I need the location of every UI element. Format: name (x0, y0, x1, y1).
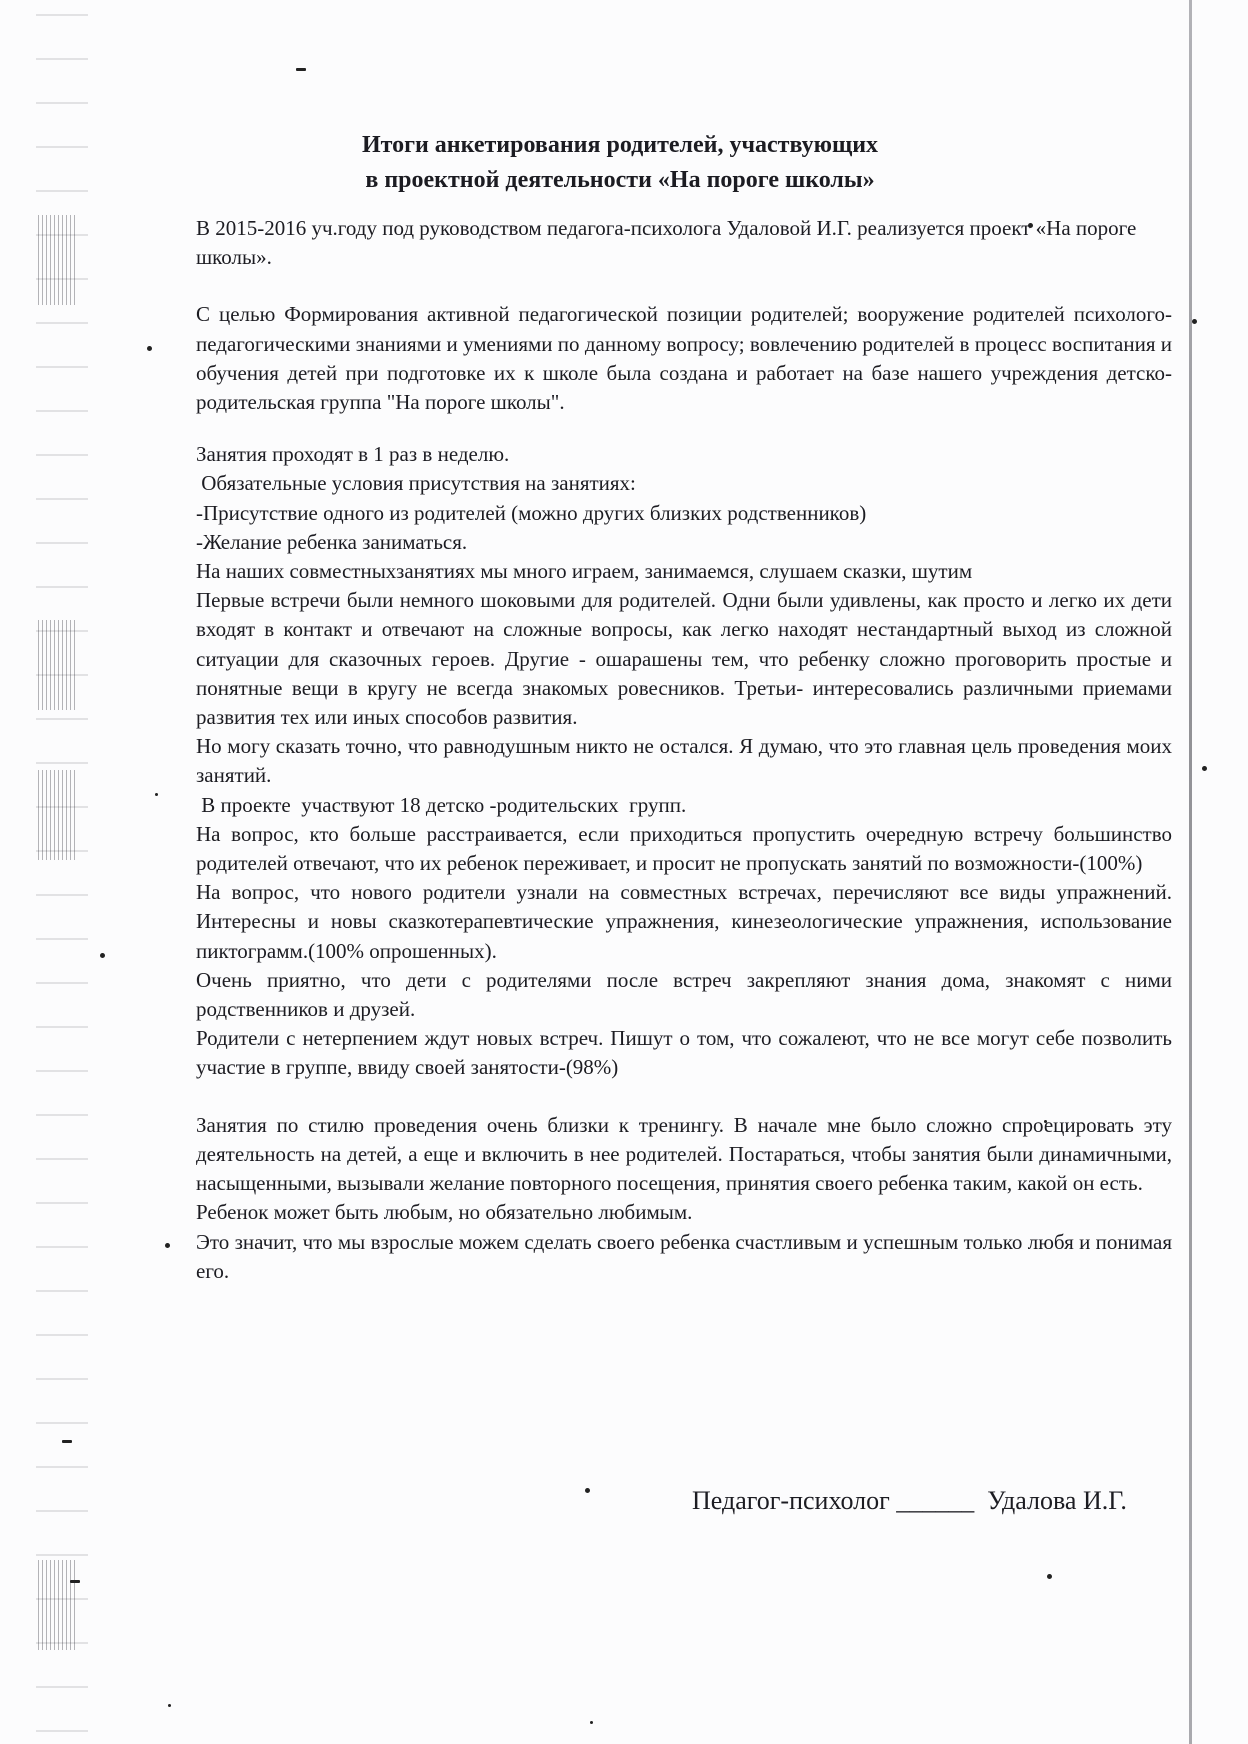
scan-speck (100, 953, 105, 958)
scan-speck (1192, 319, 1197, 324)
scan-ink-band (38, 620, 78, 710)
document-body (196, 214, 1172, 1286)
nobody-indifferent-paragraph: Но могу сказать точно, что равнодушным никто не остался. Я думаю, что это главная цель проведения моих занятий. (196, 734, 1172, 788)
scan-speck (168, 1704, 171, 1707)
title-line: в проектной деятельности «На пороге школы» (365, 167, 875, 193)
scan-speck (296, 68, 306, 71)
scan-speck (62, 1440, 72, 1443)
document-title (300, 128, 940, 198)
conclusion-paragraph: Это значит, что мы взрослые можем сделать своего ребенка счастливым и успешным только любя и понимая его. (196, 1229, 1172, 1283)
goal-paragraph: С целью Формирования активной педагогической позиции родителей; вооружение родителей психолого-педагогическими знаниями и умениями по данному вопросу; вовлечению родителей в процесс воспитания и обучения детей при подготовке их к школе была создана и работает на базе нашего учреждения детско-родительская группа "На пороге школы". (196, 302, 1172, 415)
scan-speck (155, 793, 158, 796)
title-line: Итоги анкетирования родителей, участвующих (361, 132, 879, 158)
scan-speck (585, 1488, 590, 1493)
scan-speck (590, 1721, 593, 1724)
training-style-paragraph: Занятия по стилю проведения очень близки к тренингу. В начале мне было сложно спроецировать эту деятельность на детей, а еще и включить в нее родителей. Постараться, чтобы занятия были динамичными, насыщенными, вызывали желание повторного посещения, принятия своего ребенка таким, какой он есть. (196, 1112, 1172, 1196)
home-practice-paragraph: Очень приятно, что дети с родителями после встреч закрепляют знания дома, знакомят с ними родственников и друзей. (196, 967, 1172, 1022)
scan-ink-band (38, 770, 78, 860)
scan-edge-line (1189, 0, 1192, 1744)
condition-item: -Присутствие одного из родителей (можно других близких родственников) (196, 500, 867, 525)
scan-speck (165, 1243, 170, 1248)
scan-speck (147, 346, 152, 351)
question-upset-paragraph: На вопрос, кто больше расстраивается, если приходиться пропустить очередную встречу большинство родителей отвечают, что их ребенок переживает, и просит не пропускать занятий по возможности-(100%) (196, 821, 1172, 876)
waiting-paragraph: Родители с нетерпением ждут новых встреч. Пишут о том, что сожалеют, что не все могут себе позволить участие в группе, ввиду своей занятости-(98%) (196, 1026, 1172, 1080)
any-child-line: Ребенок может быть любым, но обязательно любимым. (196, 1200, 693, 1225)
first-meetings-paragraph: Первые встречи были немного шоковыми для родителей. Одни были удивлены, как просто и легко их дети входят в контакт и отвечают на сложные вопросы, как легко находят нестандартный выход из сложной ситуации для сказочных героев. Другие - ошарашены тем, что ребенку сложно проговорить простые и понятные вещи в кругу не всегда знакомых ровесников. Третьи- интересовались различными приемами развития тех или иных способов развития. (196, 588, 1172, 730)
condition-item: -Желание ребенка заниматься. (196, 529, 468, 554)
scan-speck (70, 1580, 80, 1583)
participants-line: В проекте участвуют 18 детско -родительских групп. (196, 792, 687, 817)
activities-line: На наших совместныхзанятиях мы много играем, занимаемся, слушаем сказки, шутим (196, 559, 973, 584)
scan-ink-band (38, 215, 78, 305)
scan-ink-band (38, 1560, 78, 1650)
intro-paragraph: В 2015-2016 уч.году под руководством педагога-психолога Удаловой И.Г. реализуется проект «На пороге школы». (196, 216, 1137, 270)
scan-speck (1202, 766, 1207, 771)
scan-speck (1047, 1574, 1052, 1579)
schedule-line: Занятия проходят в 1 раз в неделю. (196, 442, 510, 467)
signature-line: Педагог-психолог ______ Удалова И.Г. (692, 1486, 1127, 1515)
conditions-heading: Обязательные условия присутствия на занятиях: (196, 471, 636, 496)
question-new-paragraph: На вопрос, что нового родители узнали на совместных встречах, перечисляют все виды упражнений. Интересны и новы сказкотерапевтические упражнения, кинезеологические упражнения, использование пиктограмм.(100% опрошенных). (196, 880, 1172, 963)
